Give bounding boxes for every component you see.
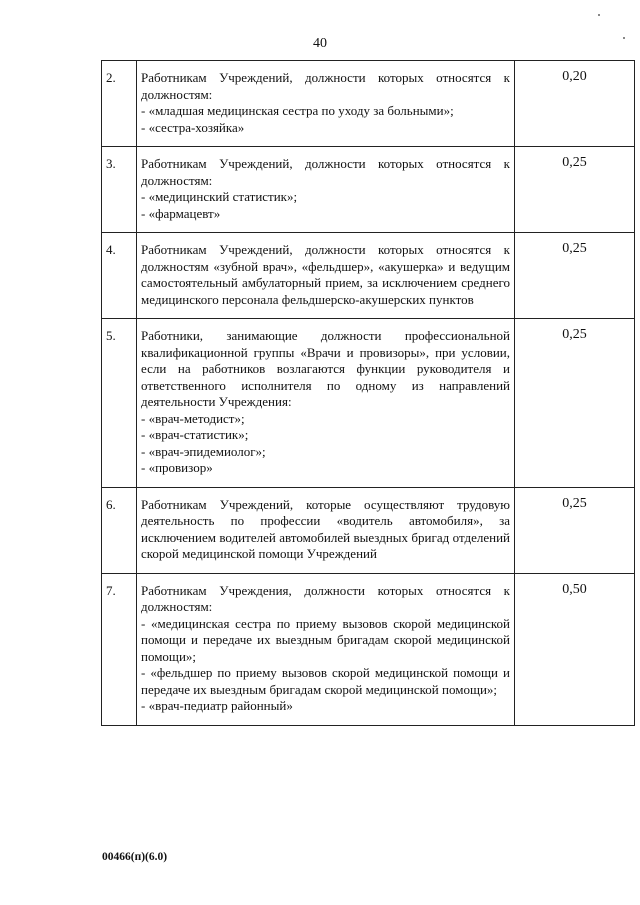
- coefficient-value: 0,25: [515, 147, 635, 233]
- coefficients-table: [101, 60, 635, 726]
- coefficient-value: 0,25: [515, 319, 635, 488]
- description-text: Работникам Учреждений, должности которых относятся к должностям «зубной врач», «фельдшер», «акушерка» и ведущим самостоятельный амбулаторный прием, за исключением среднего медицинского персонала фельдшерско-акушерских пунктов: [141, 242, 510, 307]
- position-list-item: - «врач-педиатр районный»: [141, 698, 293, 713]
- row-number: 7.: [102, 573, 137, 725]
- table-row: [102, 147, 635, 233]
- row-description: [137, 61, 515, 147]
- description-text: Работникам Учреждений, которые осуществляют трудовую деятельность по профессии «водитель автомобиля», за исключением водителей автомобилей выездных бригад отделений скорой медицинской помощи Учреждений: [141, 496, 510, 561]
- row-description: [137, 319, 515, 488]
- position-list-item: - «сестра-хозяйка»: [141, 119, 245, 135]
- coefficient-value: 0,20: [515, 61, 635, 147]
- row-number: 2.: [102, 61, 137, 147]
- table-row: [102, 233, 635, 319]
- row-number: 4.: [102, 233, 137, 319]
- document-code: 00466(п)(6.0): [102, 851, 168, 863]
- row-number: 5.: [102, 319, 137, 488]
- description-text: Работникам Учреждений, должности которых относятся к должностям:: [141, 156, 510, 188]
- table-body: [102, 61, 635, 726]
- row-number: 6.: [102, 487, 137, 573]
- row-description: [137, 233, 515, 319]
- description-text: Работникам Учреждений, должности которых относятся к должностям:: [141, 70, 510, 102]
- scan-dot: [623, 37, 625, 39]
- position-list-item: - «врач-эпидемиолог»;: [141, 443, 266, 459]
- position-list-item: - «младшая медицинская сестра по уходу за больными»;: [141, 103, 454, 118]
- row-number: 3.: [102, 147, 137, 233]
- position-list-item: - «врач-методист»;: [141, 410, 245, 426]
- position-list-item: - «врач-статистик»;: [141, 427, 249, 442]
- row-description: [137, 573, 515, 725]
- table-row: [102, 61, 635, 147]
- position-list-item: - «провизор»: [141, 460, 213, 475]
- coefficient-value: 0,25: [515, 233, 635, 319]
- description-text: Работники, занимающие должности профессиональной квалификационной группы «Врачи и провизоры», при условии, если на работников возлагаются функции руководителя и ответственного исполнителя по одному из направлений деятельности Учреждения:: [141, 328, 510, 409]
- table-row: [102, 319, 635, 488]
- row-description: [137, 147, 515, 233]
- page-number: 40: [313, 36, 327, 51]
- table-row: [102, 573, 635, 725]
- position-list-item: - «фельдшер по приему вызовов скорой медицинской помощи и передаче их выездным бригадам скорой медицинской помощи»;: [141, 665, 510, 697]
- row-description: [137, 487, 515, 573]
- coefficient-value: 0,25: [515, 487, 635, 573]
- position-list-item: - «медицинская сестра по приему вызовов скорой медицинской помощи и передаче их выездным бригадам скорой медицинской помощи»;: [141, 615, 510, 664]
- description-text: Работникам Учреждения, должности которых относятся к должностям:: [141, 582, 510, 614]
- position-list-item: - «медицинский статистик»;: [141, 189, 298, 204]
- table-row: [102, 487, 635, 573]
- position-list-item: - «фармацевт»: [141, 205, 221, 221]
- coefficient-value: 0,50: [515, 573, 635, 725]
- scan-dot: [598, 14, 600, 16]
